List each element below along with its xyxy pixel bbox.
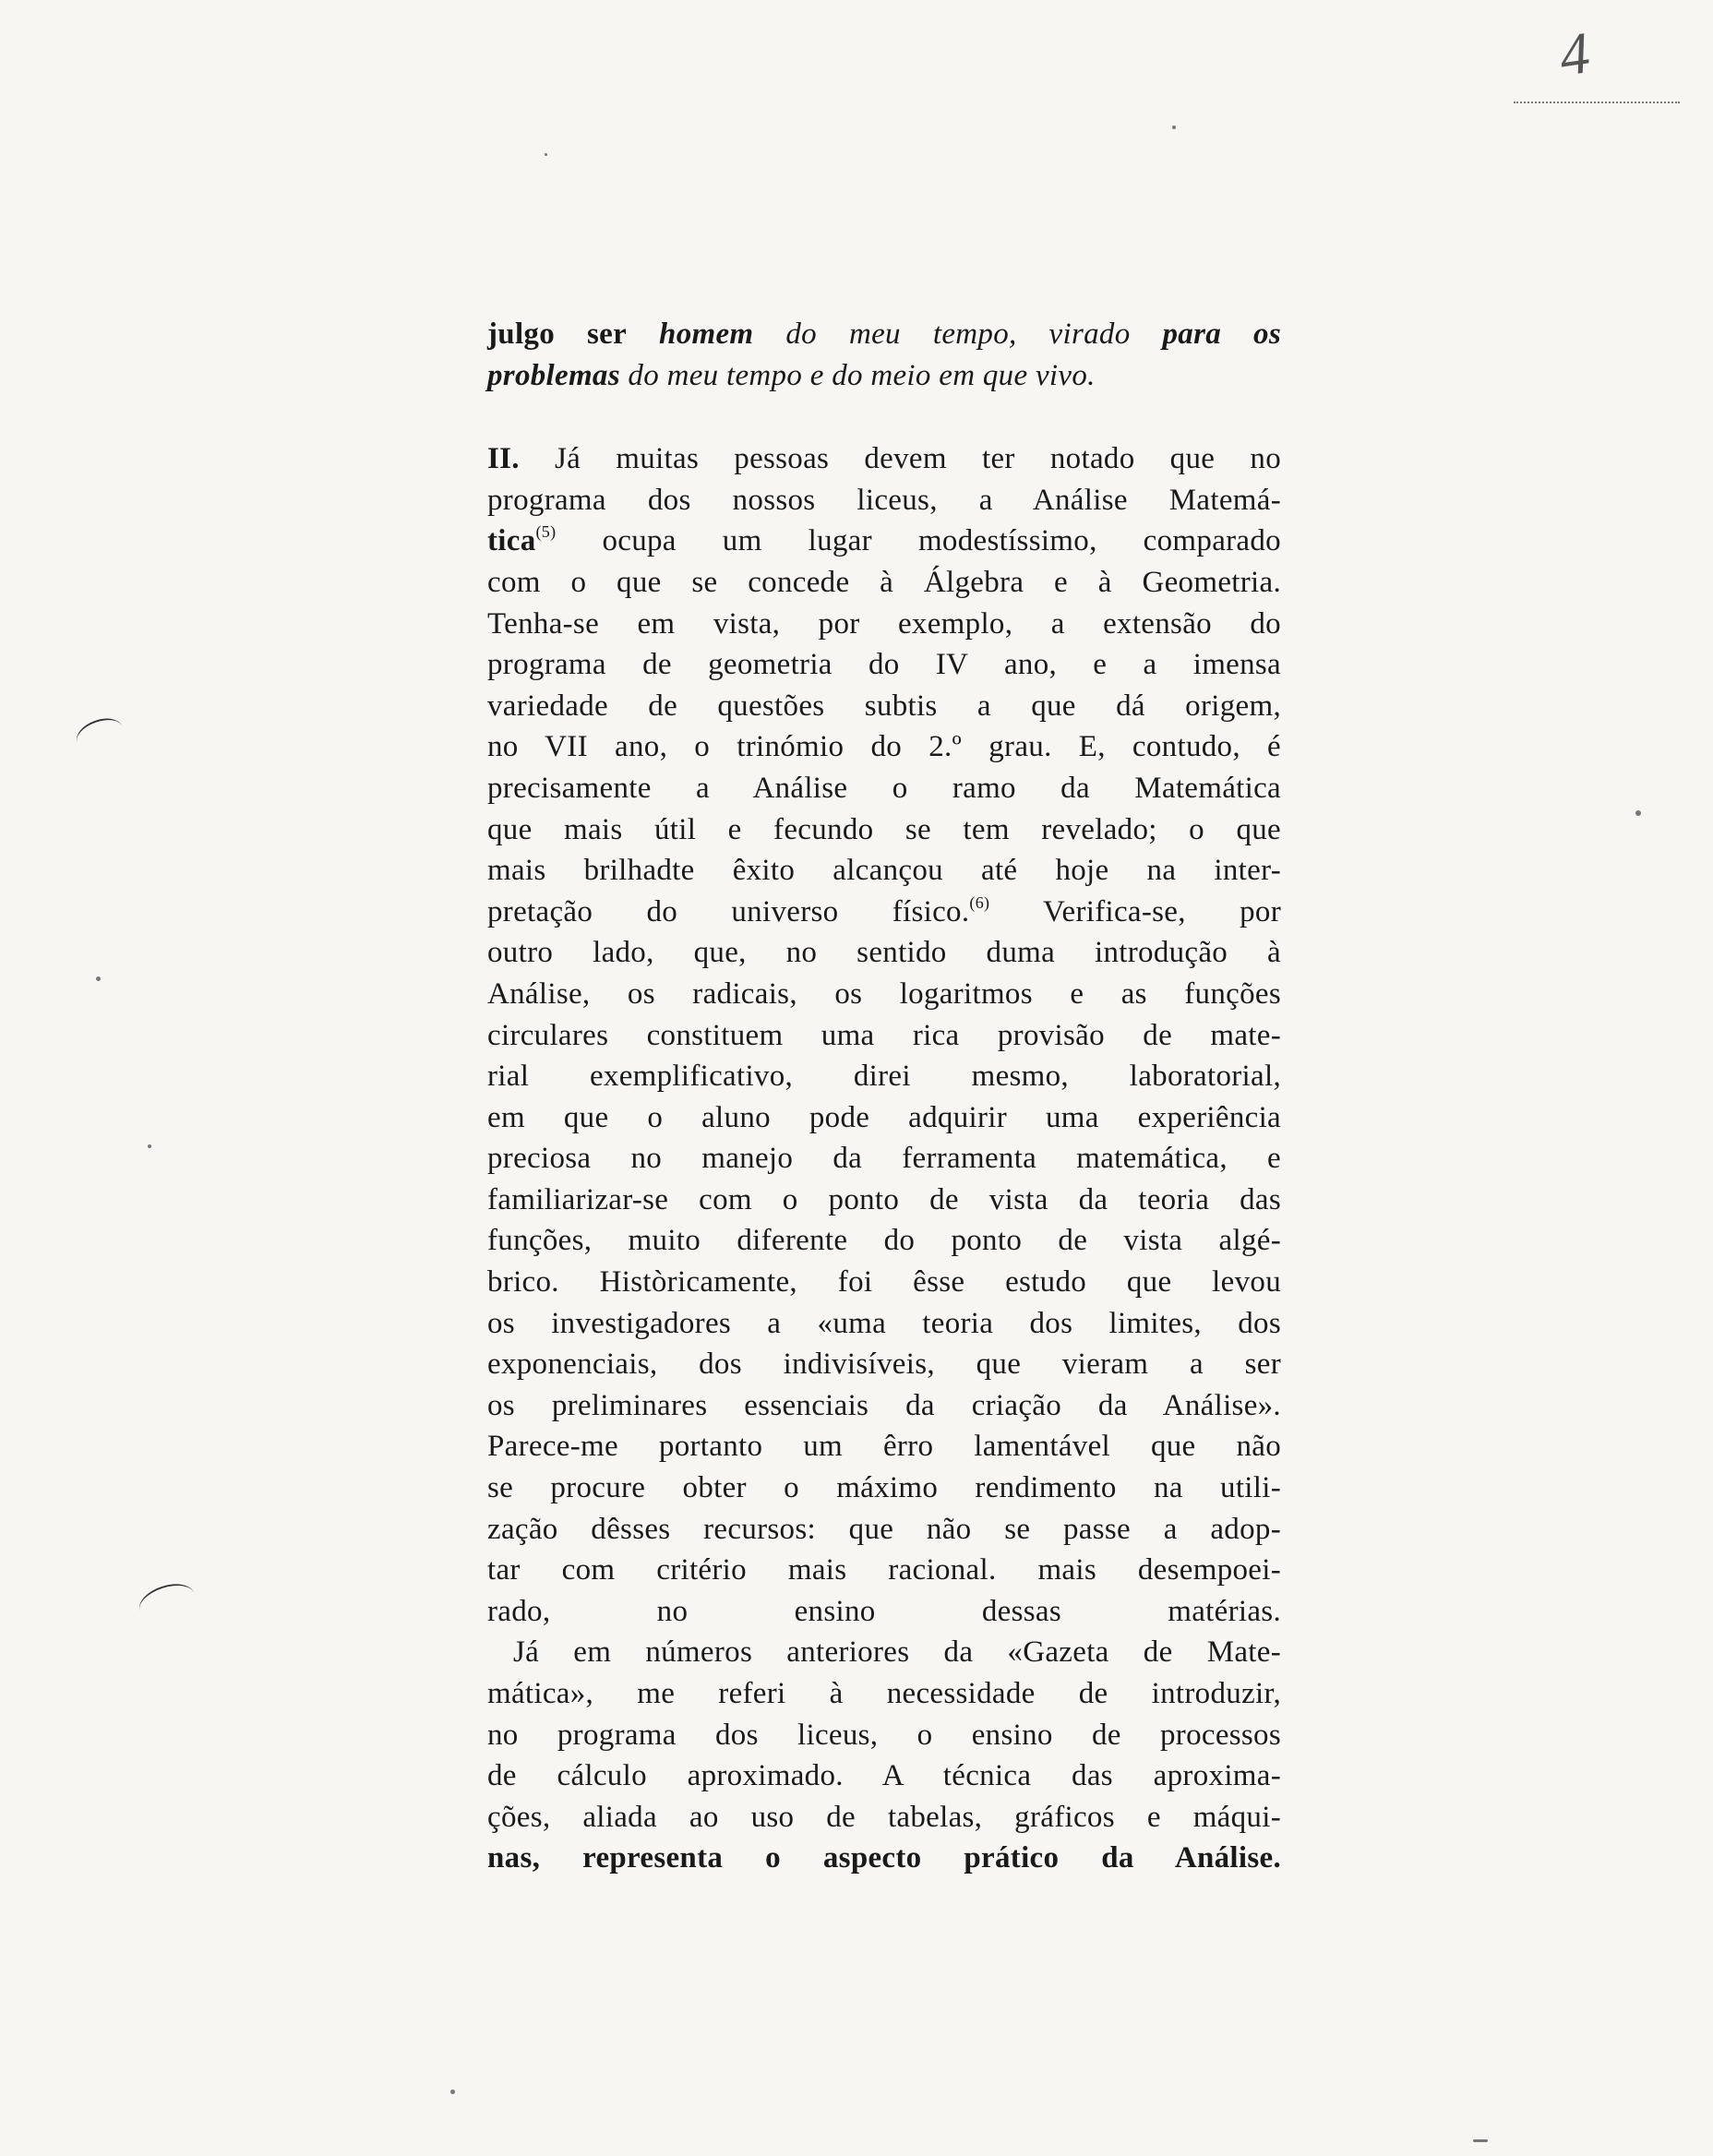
- section-ii: [487, 438, 1281, 1632]
- scan-speck: [1172, 126, 1176, 129]
- section-line: brico. Històricamente, foi êsse estudo que levou: [487, 1265, 1281, 1300]
- paragraph-line: de cálculo aproximado. A técnica das aproxima-: [487, 1759, 1281, 1793]
- scan-speck: [450, 2090, 455, 2094]
- line-text: Já muitas pessoas devem ter notado que no: [555, 442, 1281, 476]
- section-line: que mais útil e fecundo se tem revelado; o que: [487, 812, 1281, 846]
- section-line: outro lado, que, no sentido duma introdução à: [487, 936, 1281, 970]
- section-line: zação dêsses recursos: que não se passe a adop-: [487, 1512, 1281, 1546]
- section-line: Parece-me portanto um êrro lamentável que não: [487, 1430, 1281, 1464]
- section-line: [487, 438, 1281, 480]
- paragraph-2: [487, 1632, 1281, 1879]
- section-line: [487, 892, 1281, 933]
- section-line: mais brilhadte êxito alcançou até hoje na inter-: [487, 854, 1281, 888]
- section-line: rial exemplificativo, direi mesmo, laboratorial,: [487, 1060, 1281, 1094]
- section-line: programa de geometria do IV ano, e a imensa: [487, 648, 1281, 682]
- section-line: tar com critério mais racional. mais desempoei-: [487, 1553, 1281, 1587]
- section-line: se procure obter o máximo rendimento na utili-: [487, 1471, 1281, 1505]
- line-text: Verifica-se, por: [1043, 894, 1281, 928]
- scan-speck: [96, 976, 101, 981]
- section-line: os investigadores a «uma teoria dos limites, dos: [487, 1306, 1281, 1340]
- page-number: 4: [1555, 19, 1594, 89]
- paragraph-line: Já em números anteriores da «Gazeta de Mate-: [513, 1635, 1281, 1670]
- scan-mark: [135, 1577, 199, 1626]
- lead-sentence: [487, 314, 1281, 396]
- section-line: circulares constituem uma rica provisão de mate-: [487, 1018, 1281, 1052]
- footnote-mark: (5): [535, 522, 557, 542]
- footnote-mark: (6): [969, 892, 990, 912]
- section-line: Tenha-se em vista, por exemplo, a extensão do: [487, 606, 1281, 641]
- section-number: II.: [487, 442, 520, 476]
- section-line: rado, no ensino dessas matérias.: [487, 1594, 1281, 1628]
- section-line: exponenciais, dos indivisíveis, que vieram a ser: [487, 1348, 1281, 1382]
- line-text: ocupa um lugar modestíssimo, comparado: [602, 524, 1281, 558]
- body-text: [487, 314, 1281, 1879]
- section-line: programa dos nossos liceus, a Análise Matemá-: [487, 483, 1281, 517]
- line-text: pretação do universo físico.: [487, 894, 970, 928]
- section-line: funções, muito diferente do ponto de vista algé-: [487, 1224, 1281, 1258]
- paragraph-line: ções, aliada ao uso de tabelas, gráficos e máqui-: [487, 1800, 1281, 1834]
- section-line: os preliminares essenciais da criação da Análise».: [487, 1388, 1281, 1422]
- section-line: no VII ano, o trinómio do 2.º grau. E, contudo, é: [487, 730, 1281, 764]
- scan-mark: [72, 713, 127, 757]
- lead-line-1: julgo ser homem do meu tempo, virado para os: [487, 317, 1281, 351]
- section-line: familiarizar-se com o ponto de vista da teoria das: [487, 1182, 1281, 1216]
- section-line: em que o aluno pode adquirir uma experiência: [487, 1100, 1281, 1134]
- section-line: [487, 521, 1281, 562]
- scan-speck: [1473, 2139, 1488, 2142]
- paragraph-line: nas, representa o aspecto prático da Análise.: [487, 1841, 1281, 1875]
- scan-speck: [545, 153, 547, 156]
- line-text: tica: [487, 524, 536, 558]
- section-line: variedade de questões subtis a que dá origem,: [487, 689, 1281, 723]
- section-line: Análise, os radicais, os logaritmos e as funções: [487, 976, 1281, 1011]
- scan-speck: [1635, 810, 1641, 816]
- section-line: precisamente a Análise o ramo da Matemática: [487, 771, 1281, 805]
- lead-line-2: problemas do meu tempo e do meio em que vivo.: [487, 358, 1096, 392]
- page-number-rule: [1514, 102, 1680, 103]
- section-line: com o que se concede à Álgebra e à Geometria.: [487, 565, 1281, 599]
- paragraph-line: mática», me referi à necessidade de introduzir,: [487, 1677, 1281, 1710]
- section-line: preciosa no manejo da ferramenta matemática, e: [487, 1142, 1281, 1176]
- scan-speck: [148, 1144, 151, 1148]
- paragraph-line: no programa dos liceus, o ensino de processos: [487, 1718, 1281, 1752]
